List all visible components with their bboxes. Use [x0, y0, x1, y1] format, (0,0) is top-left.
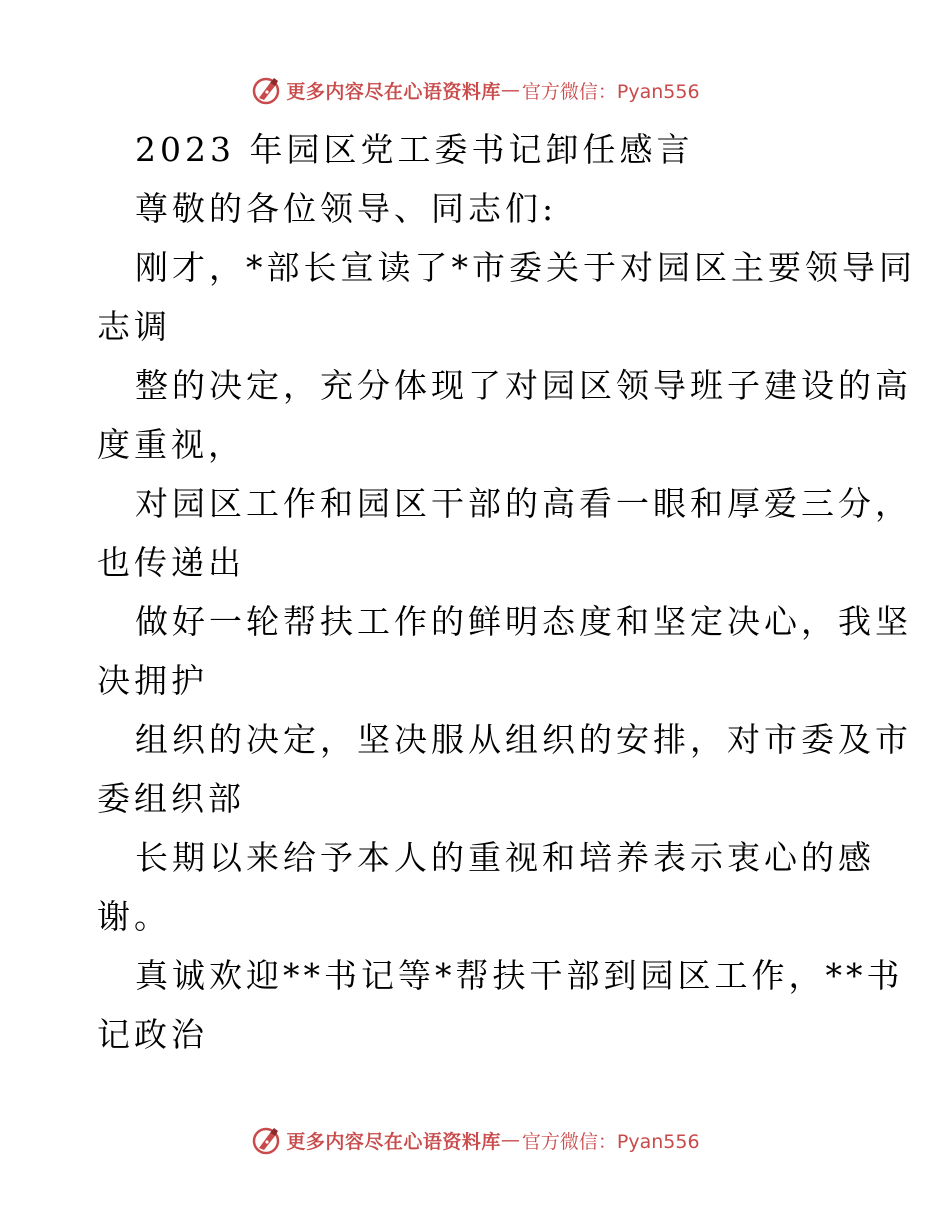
- paragraph-line: 长期以来给予本人的重视和培养表示衷心的感: [135, 838, 875, 877]
- paragraph-line: 记政治: [97, 1015, 208, 1054]
- banner-dash: —: [500, 79, 522, 101]
- salutation-line: 尊敬的各位领导、同志们:: [135, 189, 558, 228]
- paragraph-line: 度重视，: [97, 425, 245, 464]
- paragraph-line: 组织的决定，坚决服从组织的安排，对市委及市: [135, 720, 912, 759]
- footer-watermark-banner: [0, 1120, 950, 1160]
- paragraph-line: 委组织部: [97, 779, 245, 818]
- pen-nib-circle-logo: [250, 1124, 282, 1156]
- banner-wechat-contact: 官方微信：Pyan556: [521, 80, 700, 103]
- banner-wechat-contact: 官方微信：Pyan556: [521, 1130, 700, 1153]
- paragraph-line: 整的决定，充分体现了对园区领导班子建设的高: [135, 366, 912, 405]
- banner-library-text: 更多内容尽在心语资料库: [286, 1130, 501, 1153]
- paragraph-line: 也传递出: [97, 543, 245, 582]
- document-title: 2023 年园区党工委书记卸任感言: [135, 130, 694, 169]
- paragraph-line: 谢。: [97, 897, 171, 936]
- header-watermark-banner: [0, 70, 950, 110]
- paragraph-line: 刚才，*部长宣读了*市委关于对园区主要领导同: [135, 248, 916, 287]
- paragraph-line: 对园区工作和园区干部的高看一眼和厚爱三分，: [135, 484, 912, 523]
- document-body: [97, 120, 916, 1064]
- pen-nib-circle-logo: [250, 74, 282, 106]
- paragraph-line: 做好一轮帮扶工作的鲜明态度和坚定决心，我坚: [135, 602, 912, 641]
- banner-dash: —: [500, 1129, 522, 1151]
- paragraph-line: 决拥护: [97, 661, 208, 700]
- banner-library-text: 更多内容尽在心语资料库: [286, 80, 501, 103]
- paragraph-line: 真诚欢迎**书记等*帮扶干部到园区工作，**书: [135, 956, 904, 995]
- paragraph-line: 志调: [97, 307, 171, 346]
